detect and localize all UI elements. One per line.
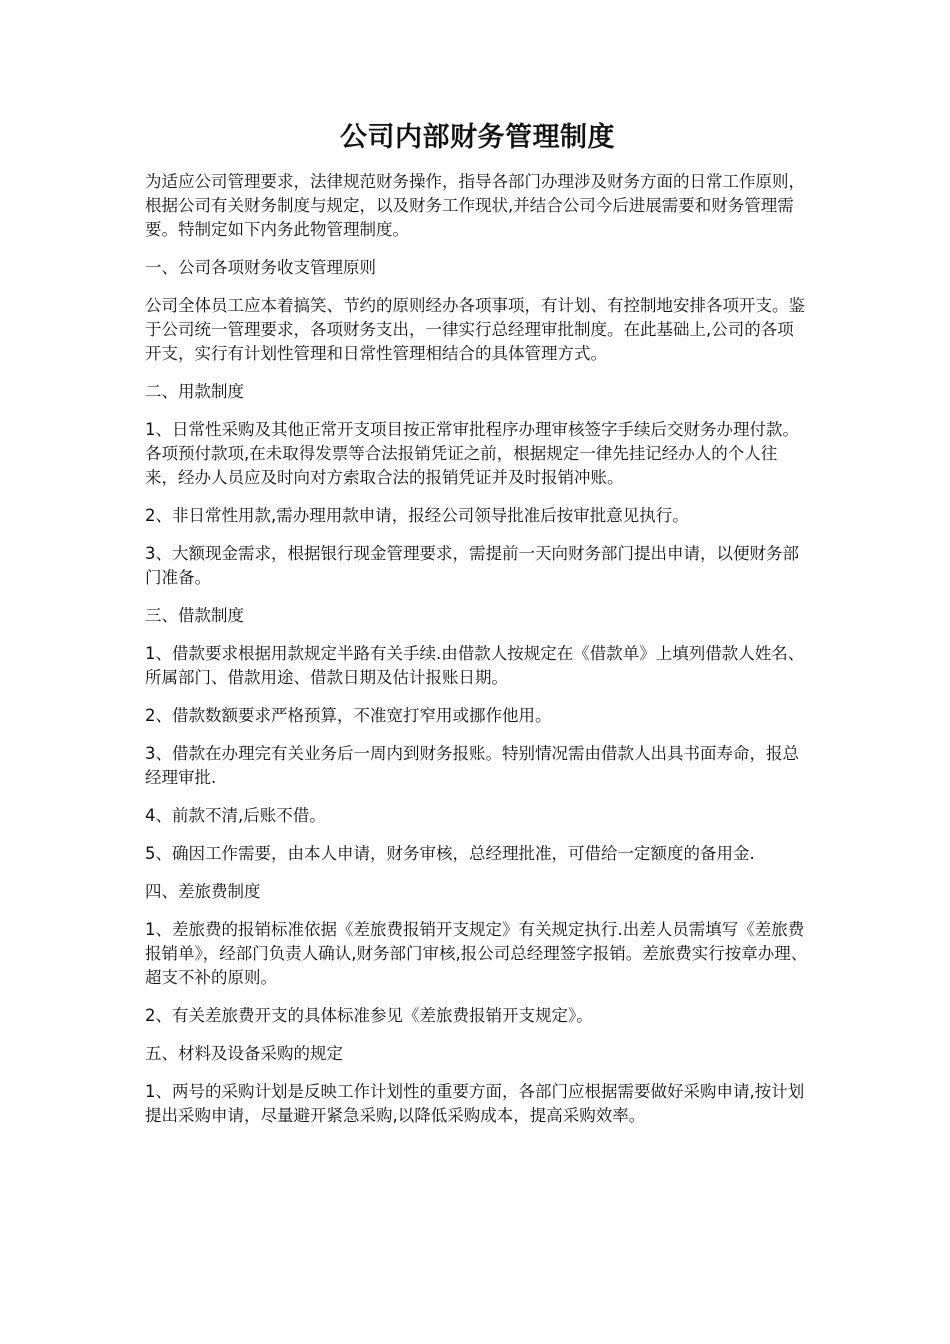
section-2-item-1: 1、日常性采购及其他正常开支项目按正常审批程序办理审核签字手续后交财务办理付款。各项预付款项,在未取得发票等合法报销凭证之前，根据规定一律先挂记经办人的个人往来，经办人员应及时向对方索取合法的报销凭证并及时报销冲账。 (145, 420, 799, 487)
section-1-paragraph: 公司全体员工应本着搞笑、节约的原则经办各项事项，有计划、有控制地安排各项开支。鉴于公司统一管理要求，各项财务支出，一律实行总经理审批制度。在此基础上,公司的各项开支，实行有计划性管理和日常性管理相结合的具体管理方式。 (145, 296, 805, 363)
section-heading-5: 五、材料及设备采购的规定 (145, 1044, 343, 1063)
section-3-item-5: 5、确因工作需要，由本人申请，财务审核，总经理批准，可借给一定额度的备用金. (145, 844, 755, 863)
section-2-item-2: 2、非日常性用款,需办理用款申请，报经公司领导批准后按审批意见执行。 (145, 506, 689, 525)
section-3-item-4: 4、前款不清,后账不借。 (145, 806, 326, 825)
section-3-item-1: 1、借款要求根据用款规定半路有关手续.由借款人按规定在《借款单》上填列借款人姓名、所属部门、借款用途、借款日期及估计报账日期。 (145, 644, 805, 687)
section-5-item-1: 1、两号的采购计划是反映工作计划性的重要方面，各部门应根据需要做好采购申请,按计划提出采购申请，尽量避开紧急采购,以降低采购成本，提高采购效率。 (145, 1082, 805, 1125)
section-4-item-2: 2、有关差旅费开支的具体标准参见《差旅费报销开支规定》。 (145, 1006, 593, 1025)
document-title: 公司内部财务管理制度 (340, 122, 615, 153)
intro-paragraph: 为适应公司管理要求，法律规范财务操作，指导各部门办理涉及财务方面的日常工作原则，根据公司有关财务制度与规定，以及财务工作现状,并结合公司今后进展需要和财务管理需要。特制定如下内务此物管理制度。 (145, 172, 805, 239)
section-heading-4: 四、差旅费制度 (145, 882, 261, 901)
section-3-item-2: 2、借款数额要求严格预算，不准宽打窄用或挪作他用。 (145, 706, 552, 725)
section-4-item-1: 1、差旅费的报销标准依据《差旅费报销开支规定》有关规定执行.出差人员需填写《差旅费报销单》，经部门负责人确认,财务部门审核,报公司总经理签字报销。差旅费实行按章办理、超支不补的原则。 (145, 920, 808, 987)
document-page (145, 118, 810, 1142)
section-heading-2: 二、用款制度 (145, 382, 244, 401)
section-heading-1: 一、公司各项财务收支管理原则 (145, 258, 376, 277)
section-2-item-3: 3、大额现金需求，根据银行现金管理要求，需提前一天向财务部门提出申请，以便财务部门准备。 (145, 544, 799, 587)
section-3-item-3: 3、借款在办理完有关业务后一周内到财务报账。特别情况需由借款人出具书面寿命，报总经理审批. (145, 744, 799, 787)
section-heading-3: 三、借款制度 (145, 606, 244, 625)
